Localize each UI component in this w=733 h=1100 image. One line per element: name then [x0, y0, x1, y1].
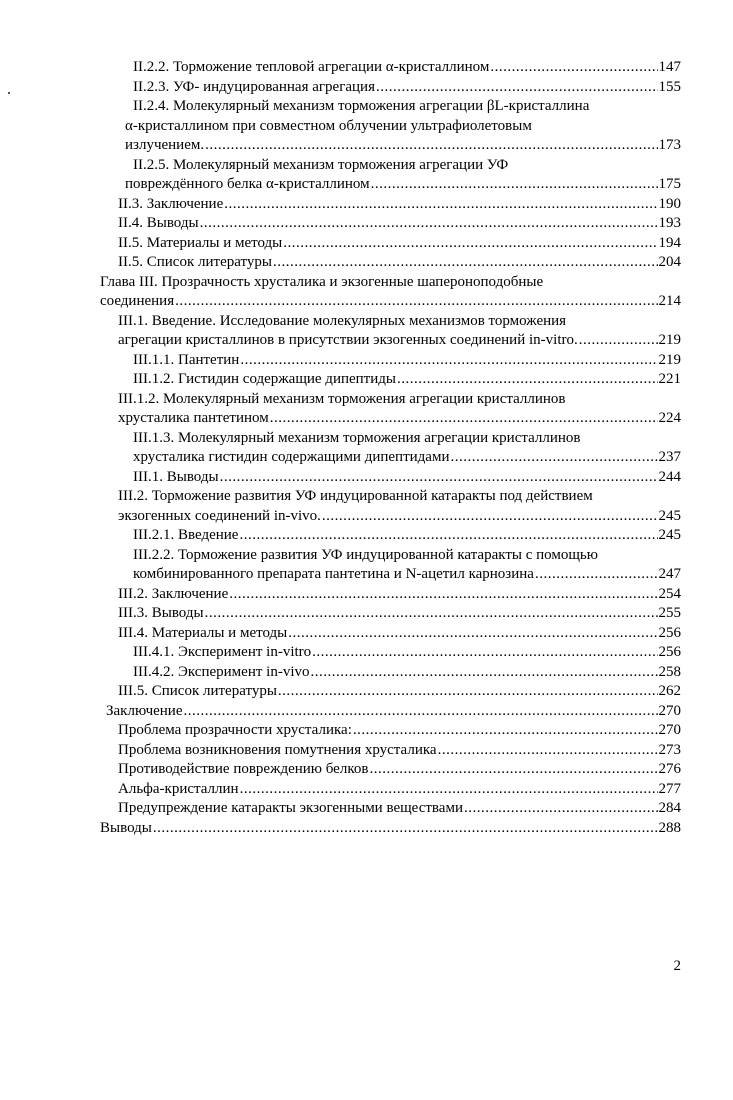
leader-dots [240, 351, 657, 371]
toc-entry [100, 760, 681, 780]
toc-entry [100, 234, 681, 254]
leader-dots [535, 565, 658, 585]
toc-entry-text: хрусталика пантетином [118, 410, 269, 426]
toc-entry-text: хрусталика гистидин содержащими дипептидами [133, 449, 450, 465]
toc-page-number: 256 [658, 644, 681, 660]
toc-entry-text: Проблема прозрачности хрусталика: [118, 722, 352, 738]
toc-entry-text: Альфа-кристаллин [118, 780, 239, 797]
toc-entry [100, 604, 681, 624]
toc-entry-text: III.4.1. Эксперимент in-vitro [133, 644, 312, 660]
leader-dots [376, 78, 658, 98]
toc-entry-text: Заключение [106, 702, 183, 719]
toc-page-number: 175 [658, 176, 681, 192]
toc-page-number: 244 [658, 468, 681, 485]
toc-page-number: 255 [658, 605, 681, 621]
toc-entry-text: III.1. Введение. Исследование молекулярных механизмов торможения [118, 312, 567, 329]
leader-dots [200, 214, 658, 234]
leader-dots [273, 253, 658, 273]
leader-dots [369, 760, 657, 780]
leader-dots [220, 468, 658, 488]
toc-entry-text: III.1.1. Пантетин [133, 351, 240, 368]
toc-entry-text: II.2.2. Торможение тепловой агрегации α-кристаллином [133, 59, 490, 75]
leader-dots [310, 663, 657, 683]
toc-entry [100, 468, 681, 488]
toc-entry-text: III.4.2. Эксперимент in-vivo [133, 663, 310, 680]
toc-entry-text: Противодействие повреждению белков [118, 761, 369, 777]
toc-entry-text: III.5. Список литературы [118, 683, 277, 699]
toc-entry-text: III.2. Торможение развития УФ индуцированной катаракты под действием [118, 488, 593, 504]
toc-page-number: 256 [658, 624, 681, 641]
toc-entry-text: II.2.4. Молекулярный механизм торможения агрегации βL-кристаллина [133, 98, 590, 114]
toc-entry-text: III.4. Материалы и методы [118, 624, 288, 641]
toc-entry-text: III.1.2. Молекулярный механизм торможения агрегации кристаллинов [118, 390, 566, 407]
leader-dots [240, 780, 658, 800]
toc-page-number: 273 [658, 741, 681, 758]
toc-entry [100, 370, 681, 390]
leader-dots [283, 234, 657, 254]
toc-page-number: 262 [658, 683, 681, 699]
toc-page-number: 173 [658, 137, 681, 153]
toc-page-number: 245 [658, 507, 681, 524]
toc-page-number: 270 [658, 702, 681, 719]
toc-page-number: 284 [658, 800, 681, 816]
toc-page-number: 276 [658, 761, 681, 777]
toc-entry-text: III.1.2. Гистидин содержащие дипептиды [133, 371, 396, 387]
leader-dots [175, 292, 657, 312]
leader-dots [224, 195, 657, 215]
toc-entry [100, 721, 681, 741]
leader-dots [153, 819, 658, 839]
leader-dots [579, 331, 658, 351]
toc-entry [100, 741, 681, 761]
toc-entry [100, 214, 681, 234]
toc-entry [100, 526, 681, 546]
leader-dots [270, 409, 658, 429]
leader-dots [239, 526, 657, 546]
toc-entry [100, 97, 681, 156]
toc-entry-text: экзогенных соединений in-vivo. [118, 507, 321, 524]
toc-page-number: 237 [658, 449, 681, 465]
toc-entry-text: повреждённого белка α-кристаллином [125, 176, 370, 192]
toc-chapter-entry [100, 702, 681, 722]
toc-page-number: 219 [658, 332, 681, 348]
toc-entry [100, 312, 681, 351]
toc-entry-text: II.5. Список литературы [118, 254, 272, 270]
toc-entry-text: соединения [100, 293, 175, 309]
leader-dots [205, 604, 658, 624]
toc-page-number: 147 [658, 59, 681, 75]
toc-entry-text: III.1. Выводы [133, 468, 219, 485]
toc-page-number: 155 [658, 78, 681, 95]
toc-entry [100, 624, 681, 644]
toc-entry [100, 351, 681, 371]
leader-dots [438, 741, 658, 761]
leader-dots [322, 507, 658, 527]
toc-entry [100, 156, 681, 195]
toc-entry [100, 546, 681, 585]
page-number: 2 [673, 958, 681, 974]
toc-entry [100, 58, 681, 78]
toc-page-number: 204 [658, 254, 681, 270]
toc-entry-text: III.1.3. Молекулярный механизм торможения агрегации кристаллинов [133, 429, 581, 446]
toc-entry-text: III.3. Выводы [118, 605, 204, 621]
toc-entry-text: Проблема возникновения помутнения хрусталика [118, 741, 437, 758]
toc-entry-text: излучением. [125, 137, 205, 153]
leader-dots [464, 799, 658, 819]
toc-entry-text: III.2.2. Торможение развития УФ индуцированной катаракты с помощью [133, 546, 598, 563]
toc-entry-text: α-кристаллином при совместном облучении ультрафиолетовым [125, 117, 532, 134]
toc-page-number: 190 [658, 195, 681, 212]
toc-entry [100, 78, 681, 98]
toc-page-number: 193 [658, 215, 681, 231]
leader-dots [312, 643, 657, 663]
toc-chapter-entry [100, 273, 681, 312]
toc-entry-text: II.4. Выводы [118, 215, 199, 231]
leader-dots [490, 58, 657, 78]
toc-entry-text: Выводы [100, 819, 152, 836]
leader-dots [397, 370, 658, 390]
toc-entry [100, 643, 681, 663]
leader-dots [184, 702, 658, 722]
toc-entry-text: III.2.1. Введение [133, 527, 239, 543]
toc-entry-text: агрегации кристаллинов в присутствии экзогенных соединений in-vitro. [118, 332, 578, 348]
toc-entry [100, 780, 681, 800]
leader-dots [278, 682, 658, 702]
toc-entry [100, 487, 681, 526]
toc-entry [100, 799, 681, 819]
toc-page-number: 214 [658, 293, 681, 309]
toc-page-number: 224 [658, 410, 681, 426]
toc-entry-text: II.2.3. УФ- индуцированная агрегация [133, 78, 375, 95]
toc-entry-text: комбинированного препарата пантетина и N-ацетил карнозина [133, 566, 534, 582]
toc-entry-text: II.3. Заключение [118, 195, 224, 212]
toc-entry [100, 682, 681, 702]
toc-page-number: 277 [658, 780, 681, 797]
toc-page-number: 194 [658, 234, 681, 251]
toc-entry [100, 195, 681, 215]
toc-entry-text: Предупреждение катаракты экзогенными веществами [118, 800, 463, 816]
toc-page-number: 288 [658, 819, 681, 836]
toc-page-number: 245 [658, 527, 681, 543]
toc-entry [100, 429, 681, 468]
toc-entry-text: Глава III. Прозрачность хрусталика и экзогенные шапероноподобные [100, 273, 544, 290]
toc-entry-text: II.5. Материалы и методы [118, 234, 283, 251]
leader-dots [205, 136, 657, 156]
toc-entry [100, 253, 681, 273]
leader-dots [229, 585, 657, 605]
toc-page-number: 247 [658, 566, 681, 582]
leader-dots [353, 721, 658, 741]
toc-page-number: 254 [658, 585, 681, 602]
toc-page-number: 270 [658, 722, 681, 738]
toc-entry [100, 663, 681, 683]
toc-entry [100, 390, 681, 429]
toc-chapter-entry [100, 819, 681, 839]
toc-entry [100, 585, 681, 605]
toc-entry-text: III.2. Заключение [118, 585, 229, 602]
toc-page-number: 221 [658, 371, 681, 387]
leader-dots [450, 448, 657, 468]
scan-speck [8, 92, 10, 94]
leader-dots [371, 175, 658, 195]
toc-page-number: 258 [658, 663, 681, 680]
toc-page-number: 219 [658, 351, 681, 368]
table-of-contents [100, 58, 681, 838]
leader-dots [288, 624, 657, 644]
toc-entry-text: II.2.5. Молекулярный механизм торможения агрегации УФ [133, 156, 509, 173]
